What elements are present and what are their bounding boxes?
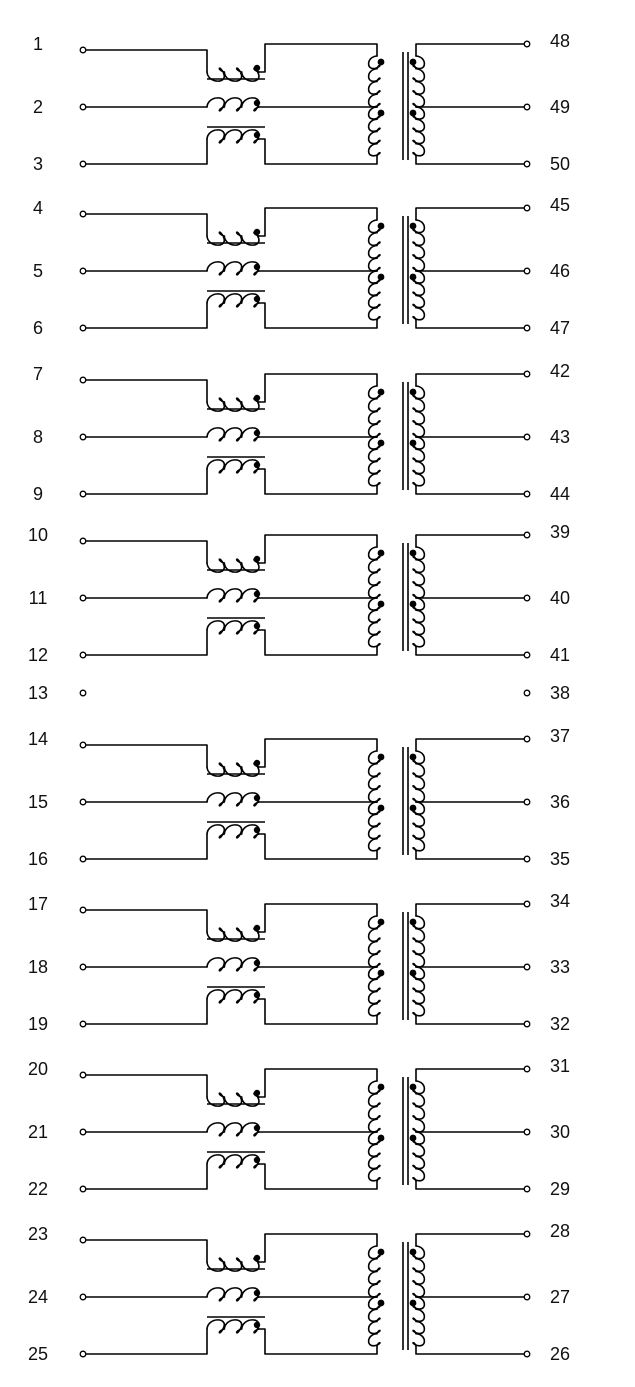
wire — [259, 999, 377, 1024]
transformer-block — [28, 1221, 570, 1364]
polarity-dot — [410, 754, 417, 761]
pin-terminal-left — [80, 161, 86, 167]
polarity-dot — [254, 395, 260, 401]
wire — [259, 630, 377, 655]
polarity-dot — [378, 970, 385, 977]
polarity-dot — [254, 65, 260, 71]
pin-terminal-left — [80, 907, 86, 913]
wire — [259, 1234, 377, 1262]
pin-terminal-right — [524, 371, 530, 377]
wire — [86, 910, 207, 932]
pin-terminal-left — [80, 964, 86, 970]
wire — [86, 1240, 207, 1262]
polarity-dot — [378, 59, 385, 66]
choke-winding — [207, 1155, 259, 1168]
polarity-dot — [254, 296, 260, 302]
pin-label-left: 8 — [32, 427, 44, 447]
pin-label-right: 44 — [549, 484, 571, 504]
pin-terminal-right — [524, 268, 530, 274]
wire — [416, 1069, 524, 1081]
pin-terminal-left — [80, 690, 86, 696]
wire — [416, 44, 524, 56]
pin-label-right: 46 — [549, 261, 571, 281]
polarity-dot — [410, 1300, 417, 1307]
pin-terminal-left — [80, 1294, 86, 1300]
polarity-dot — [410, 440, 417, 447]
polarity-dot — [410, 550, 417, 557]
pin-label-right: 26 — [549, 1344, 571, 1364]
wire — [86, 1075, 207, 1097]
pin-label-left: 2 — [32, 97, 44, 117]
wire — [416, 374, 524, 386]
wire — [259, 834, 377, 859]
pin-label-left: 11 — [28, 588, 48, 608]
pin-terminal-right — [524, 1021, 530, 1027]
polarity-dot — [410, 1084, 417, 1091]
pin-terminal-left — [80, 595, 86, 601]
wire — [416, 535, 524, 547]
wire — [86, 380, 207, 402]
pin-label-left: 23 — [27, 1224, 49, 1244]
unconnected-pins — [28, 683, 570, 703]
polarity-dot — [378, 919, 385, 926]
pin-terminal-left — [80, 1351, 86, 1357]
pin-terminal-right — [524, 736, 530, 742]
choke-winding — [207, 1288, 259, 1301]
pin-terminal-left — [80, 652, 86, 658]
polarity-dot — [254, 1322, 260, 1328]
polarity-dot — [410, 389, 417, 396]
wire — [259, 139, 377, 164]
wire — [416, 851, 524, 859]
pin-terminal-right — [524, 856, 530, 862]
wire — [416, 739, 524, 751]
pin-label-right: 41 — [549, 645, 571, 665]
pin-label-left: 22 — [27, 1179, 49, 1199]
pin-label-right: 30 — [549, 1122, 571, 1142]
wire — [259, 208, 377, 236]
polarity-dot — [410, 110, 417, 117]
polarity-dot — [378, 1249, 385, 1256]
choke-winding — [207, 98, 259, 111]
pin-label-left: 17 — [27, 894, 49, 914]
wire — [86, 50, 207, 72]
pin-label-right: 34 — [549, 891, 571, 911]
wire — [416, 1234, 524, 1246]
pin-label-right: 39 — [549, 522, 571, 542]
polarity-dot — [254, 556, 260, 562]
wire — [416, 486, 524, 494]
pin-terminal-left — [80, 1186, 86, 1192]
polarity-dot — [254, 1157, 260, 1163]
polarity-dot — [378, 754, 385, 761]
choke-winding — [207, 294, 259, 307]
transformer-block — [28, 522, 570, 665]
wire — [86, 999, 207, 1024]
polarity-dot — [378, 110, 385, 117]
wire — [86, 745, 207, 767]
choke-winding — [207, 262, 259, 275]
pin-label-right: 49 — [549, 97, 571, 117]
pin-label-right: 31 — [549, 1056, 571, 1076]
pin-label-left: 15 — [27, 792, 49, 812]
polarity-dot — [378, 1135, 385, 1142]
polarity-dot — [254, 1090, 260, 1096]
pin-terminal-right — [524, 1231, 530, 1237]
choke-winding — [207, 958, 259, 971]
wire — [259, 44, 377, 72]
choke-winding — [207, 825, 259, 838]
choke-winding — [207, 130, 259, 143]
pin-terminal-right — [524, 901, 530, 907]
wire — [259, 1164, 377, 1189]
wire — [259, 535, 377, 563]
wire — [259, 469, 377, 494]
pin-terminal-left — [80, 1072, 86, 1078]
pin-terminal-left — [80, 856, 86, 862]
pin-label-left: 16 — [27, 849, 49, 869]
polarity-dot — [254, 960, 260, 966]
pin-terminal-right — [524, 41, 530, 47]
pin-terminal-left — [80, 1129, 86, 1135]
choke-winding — [207, 428, 259, 441]
pin-label-left: 1 — [32, 34, 44, 54]
wire — [86, 214, 207, 236]
wire — [86, 630, 207, 655]
pin-terminal-left — [80, 434, 86, 440]
pin-terminal-left — [80, 211, 86, 217]
polarity-dot — [410, 274, 417, 281]
pin-label-left: 7 — [32, 364, 44, 384]
wire — [259, 374, 377, 402]
pin-terminal-left — [80, 104, 86, 110]
choke-winding — [207, 460, 259, 473]
pin-terminal-right — [524, 491, 530, 497]
wire — [259, 1329, 377, 1354]
transformer-block — [28, 726, 570, 869]
polarity-dot — [378, 274, 385, 281]
pin-terminal-right — [524, 205, 530, 211]
polarity-dot — [410, 805, 417, 812]
wire — [416, 904, 524, 916]
pin-terminal-left — [80, 1021, 86, 1027]
polarity-dot — [254, 992, 260, 998]
wire — [86, 541, 207, 563]
pin-label-left: 12 — [27, 645, 49, 665]
wire — [416, 320, 524, 328]
pin-label-left: 3 — [32, 154, 44, 174]
polarity-dot — [254, 430, 260, 436]
transformer-block — [28, 1056, 570, 1199]
pin-terminal-right — [524, 532, 530, 538]
pin-terminal-right — [524, 799, 530, 805]
polarity-dot — [410, 970, 417, 977]
wire — [259, 303, 377, 328]
pin-label-right: 36 — [549, 792, 571, 812]
wire — [86, 1164, 207, 1189]
pin-terminal-right — [524, 652, 530, 658]
pin-terminal-left — [80, 47, 86, 53]
polarity-dot — [254, 623, 260, 629]
pin-terminal-right — [524, 690, 530, 696]
wire — [259, 1069, 377, 1097]
polarity-dot — [410, 59, 417, 66]
wire — [86, 834, 207, 859]
polarity-dot — [378, 389, 385, 396]
pin-label-right: 37 — [549, 726, 571, 746]
pin-terminal-right — [524, 1186, 530, 1192]
polarity-dot — [254, 591, 260, 597]
polarity-dot — [378, 223, 385, 230]
polarity-dot — [378, 601, 385, 608]
pin-terminal-left — [80, 1237, 86, 1243]
choke-winding — [207, 1320, 259, 1333]
choke-winding — [207, 589, 259, 602]
polarity-dot — [254, 925, 260, 931]
pin-label-left: 6 — [32, 318, 44, 338]
wire — [259, 904, 377, 932]
pin-label-left: 20 — [27, 1059, 49, 1079]
polarity-dot — [254, 229, 260, 235]
pin-terminal-left — [80, 325, 86, 331]
polarity-dot — [254, 1255, 260, 1261]
wire — [416, 208, 524, 220]
polarity-dot — [378, 1300, 385, 1307]
pin-label-right: 33 — [549, 957, 571, 977]
pin-terminal-left — [80, 742, 86, 748]
polarity-dot — [410, 1249, 417, 1256]
pin-label-left: 9 — [32, 484, 44, 504]
pin-terminal-right — [524, 964, 530, 970]
pin-label-left: 10 — [27, 525, 49, 545]
choke-winding — [207, 990, 259, 1003]
polarity-dot — [378, 805, 385, 812]
pin-label-left: 19 — [27, 1014, 49, 1034]
transformer-block — [33, 31, 570, 174]
pin-terminal-right — [524, 1351, 530, 1357]
polarity-dot — [254, 264, 260, 270]
pin-terminal-left — [80, 377, 86, 383]
pin-label-right: 38 — [549, 683, 571, 703]
polarity-dot — [254, 827, 260, 833]
pin-label-left: 14 — [27, 729, 49, 749]
wire — [86, 139, 207, 164]
pin-terminal-right — [524, 104, 530, 110]
wire — [416, 156, 524, 164]
pin-label-left: 5 — [32, 261, 44, 281]
polarity-dot — [254, 462, 260, 468]
polarity-dot — [378, 1084, 385, 1091]
wire — [86, 469, 207, 494]
pin-label-right: 43 — [549, 427, 571, 447]
pin-label-right: 50 — [549, 154, 571, 174]
choke-winding — [207, 793, 259, 806]
polarity-dot — [254, 1125, 260, 1131]
pin-label-right: 45 — [549, 195, 571, 215]
polarity-dot — [254, 100, 260, 106]
pin-terminal-left — [80, 799, 86, 805]
pin-label-left: 24 — [27, 1287, 49, 1307]
polarity-dot — [378, 440, 385, 447]
wire — [86, 1329, 207, 1354]
transformer-block — [33, 361, 570, 504]
pin-terminal-left — [80, 491, 86, 497]
wire — [416, 1346, 524, 1354]
choke-winding — [207, 1123, 259, 1136]
wire — [416, 1181, 524, 1189]
wire — [416, 647, 524, 655]
pin-terminal-left — [80, 538, 86, 544]
pin-label-right: 32 — [549, 1014, 571, 1034]
polarity-dot — [254, 1290, 260, 1296]
pin-label-left: 25 — [27, 1344, 49, 1364]
polarity-dot — [410, 1135, 417, 1142]
choke-winding — [207, 621, 259, 634]
pin-label-left: 13 — [27, 683, 49, 703]
pin-terminal-right — [524, 1129, 530, 1135]
pin-label-right: 42 — [549, 361, 571, 381]
pin-label-right: 27 — [549, 1287, 571, 1307]
pin-label-right: 35 — [549, 849, 571, 869]
pin-label-left: 21 — [27, 1122, 49, 1142]
wire — [86, 303, 207, 328]
pin-label-right: 40 — [549, 588, 571, 608]
pin-label-right: 47 — [549, 318, 571, 338]
pin-label-right: 48 — [549, 31, 571, 51]
polarity-dot — [254, 795, 260, 801]
transformer-block — [33, 195, 570, 338]
polarity-dot — [410, 601, 417, 608]
polarity-dot — [410, 919, 417, 926]
pin-terminal-right — [524, 434, 530, 440]
pin-terminal-left — [80, 268, 86, 274]
pin-label-left: 4 — [32, 198, 44, 218]
transformer-blocks — [28, 31, 570, 1364]
pin-terminal-right — [524, 1066, 530, 1072]
polarity-dot — [410, 223, 417, 230]
wire — [416, 1016, 524, 1024]
polarity-dot — [254, 132, 260, 138]
pin-terminal-right — [524, 161, 530, 167]
polarity-dot — [254, 760, 260, 766]
pin-terminal-right — [524, 325, 530, 331]
polarity-dot — [378, 550, 385, 557]
pin-label-left: 18 — [27, 957, 49, 977]
wire — [259, 739, 377, 767]
transformer-block — [28, 891, 570, 1034]
pin-terminal-right — [524, 1294, 530, 1300]
pin-label-right: 28 — [549, 1221, 571, 1241]
pin-label-right: 29 — [549, 1179, 571, 1199]
pin-terminal-right — [524, 595, 530, 601]
